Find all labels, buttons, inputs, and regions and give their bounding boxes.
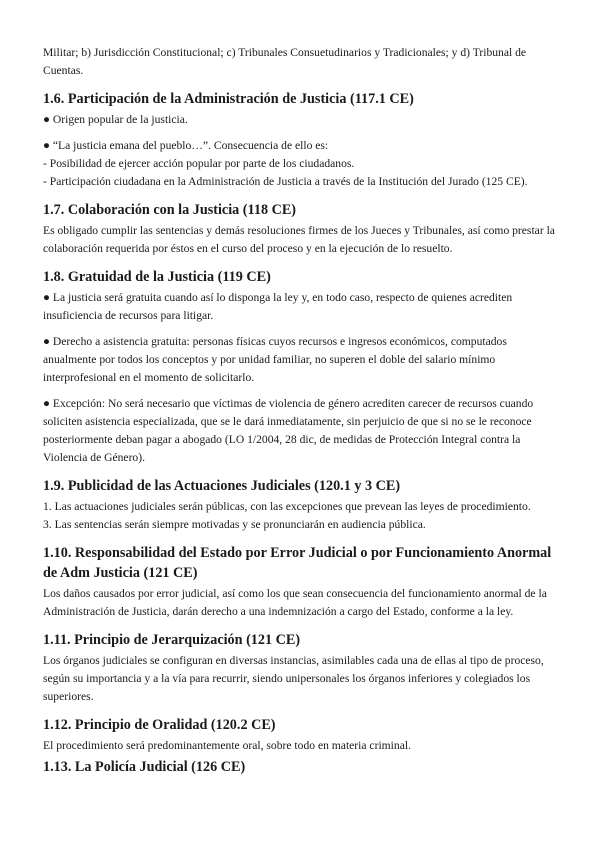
section-heading: 1.13. La Policía Judicial (126 CE) (43, 759, 246, 775)
section-publicidad (43, 476, 563, 534)
intro-paragraph: Militar; b) Jurisdicción Constitucional; c) Tribunales Consuetudinarios y Tradicionales; y d) Tribunal de Cuentas. (43, 46, 527, 77)
bullet-paragraph: ● Excepción: No será necesario que víctimas de violencia de género acrediten carecer de recursos cuando soliciten asistencia especializada, que se le dará inmediatamente, sin perjuicio de que si no se le reconoce posteriormente deban pagar a abogado (LO 1/2004, 28 dic, de medidas de Protección Integral contra la Violencia de Género). (43, 397, 534, 464)
section-gratuidad (43, 267, 563, 467)
bullet-paragraph: ● La justicia será gratuita cuando así lo disponga la ley y, en todo caso, respecto de quienes acrediten insuficiencia de recursos para litigar. (43, 291, 513, 322)
section-heading: 1.7. Colaboración con la Justicia (118 CE) (43, 202, 297, 218)
section-heading: 1.12. Principio de Oralidad (120.2 CE) (43, 717, 276, 733)
section-heading: 1.6. Participación de la Administración de Justicia (117.1 CE) (43, 91, 414, 107)
section-jerarquizacion (43, 630, 563, 706)
bullet-paragraph: ● Origen popular de la justicia. (43, 113, 188, 126)
document-page (43, 44, 563, 779)
body-paragraph: El procedimiento será predominantemente oral, sobre todo en materia criminal. (43, 739, 411, 752)
section-heading: 1.9. Publicidad de las Actuaciones Judiciales (120.1 y 3 CE) (43, 478, 401, 494)
section-policia-judicial (43, 757, 563, 777)
body-paragraph: Los daños causados por error judicial, así como los que sean consecuencia del funcionamiento anormal de la Administración de Justicia, darán derecho a una indemnización a cargo del Estado, conforme a la ley. (43, 587, 547, 618)
section-heading: 1.10. Responsabilidad del Estado por Error Judicial o por Funcionamiento Anormal de Adm Justicia (121 CE) (43, 545, 552, 581)
body-paragraph: Es obligado cumplir las sentencias y demás resoluciones firmes de los Jueces y Tribunales, así como prestar la colaboración requerida por éstos en el curso del proceso y en la ejecución de lo resuelto. (43, 224, 555, 255)
section-oralidad (43, 715, 563, 755)
bullet-paragraph: ● Derecho a asistencia gratuita: personas físicas cuyos recursos e ingresos económicos, computados anualmente por todos los conceptos y por unidad familiar, no superen el doble del salario mínimo interprofesional en el momento de solicitarlo. (43, 335, 507, 384)
bullet-paragraph: ● “La justicia emana del pueblo…”. Consecuencia de ello es: (43, 139, 329, 152)
section-participacion (43, 89, 563, 191)
section-colaboracion (43, 200, 563, 258)
body-paragraph: Los órganos judiciales se configuran en diversas instancias, asimilables cada una de ellas al tipo de proceso, según su importancia y a la vía para recurrir, siendo unipersonales los órganos inferiores y colegiados los superiores. (43, 654, 544, 703)
numbered-paragraph: 3. Las sentencias serán siempre motivadas y se pronunciarán en audiencia pública. (43, 518, 426, 531)
dash-paragraph: - Participación ciudadana en la Administración de Justicia a través de la Institución del Jurado (125 CE). (43, 175, 528, 188)
section-heading: 1.8. Gratuidad de la Justicia (119 CE) (43, 269, 271, 285)
section-responsabilidad (43, 543, 563, 621)
dash-paragraph: - Posibilidad de ejercer acción popular por parte de los ciudadanos. (43, 157, 355, 170)
numbered-paragraph: 1. Las actuaciones judiciales serán públicas, con las excepciones que prevean las leyes de procedimiento. (43, 500, 531, 513)
section-heading: 1.11. Principio de Jerarquización (121 CE) (43, 632, 301, 648)
